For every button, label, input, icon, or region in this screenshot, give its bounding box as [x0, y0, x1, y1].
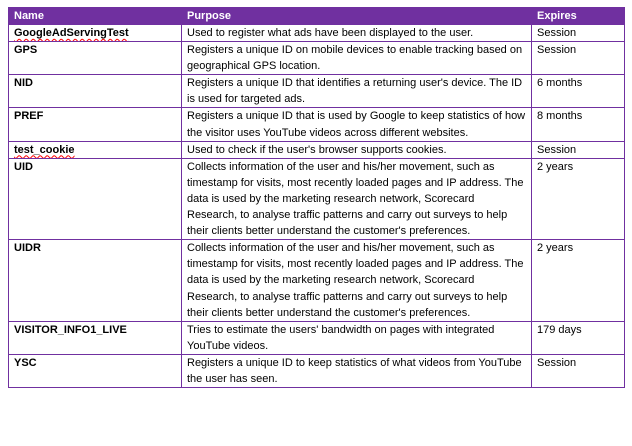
cookie-purpose: Collects information of the user and his/her movement, such as timestamp for visits, most recently loaded pages and IP address. The data is used by the marketing research network, Scorecard Research, to analyse traffic patterns and carry out surveys to help their clients better understand the customer's preferences.: [182, 240, 532, 321]
table-row: [9, 108, 625, 141]
table-row: [9, 321, 625, 354]
cookie-name-cell: [9, 25, 182, 42]
cookie-purpose: Used to check if the user's browser supports cookies.: [182, 141, 532, 158]
cookie-name: PREF: [14, 110, 44, 123]
header-expires: Expires: [532, 8, 625, 25]
cookie-purpose: Collects information of the user and his/her movement, such as timestamp for visits, most recently loaded pages and IP address. The data is used by the marketing research network, Scorecard Research, to analyse traffic patterns and carry out surveys to help their clients better understand the customer's preferences.: [182, 158, 532, 239]
cookie-table: [8, 7, 625, 388]
cookie-expires: Session: [532, 354, 625, 387]
cookie-purpose: Registers a unique ID to keep statistics of what videos from YouTube the user has seen.: [182, 354, 532, 387]
cookie-name-cell: [9, 354, 182, 387]
table-row: [9, 240, 625, 321]
cookie-purpose: Tries to estimate the users' bandwidth on pages with integrated YouTube videos.: [182, 321, 532, 354]
cookie-name: UID: [14, 160, 33, 173]
cookie-expires: 2 years: [532, 240, 625, 321]
table-row: [9, 158, 625, 239]
table-row: [9, 141, 625, 158]
cookie-name-cell: [9, 75, 182, 108]
cookie-name: UIDR: [14, 242, 41, 255]
table-body: [9, 25, 625, 388]
cookie-purpose: Registers a unique ID on mobile devices to enable tracking based on geographical GPS location.: [182, 42, 532, 75]
cookie-name: test_cookie: [14, 143, 75, 156]
cookie-expires: 179 days: [532, 321, 625, 354]
cookie-name: GoogleAdServingTest: [14, 27, 129, 39]
cookie-name-cell: [9, 108, 182, 141]
cookie-name-cell: [9, 42, 182, 75]
cookie-name-cell: [9, 321, 182, 354]
header-purpose: Purpose: [182, 8, 532, 25]
table-row: [9, 75, 625, 108]
cookie-name: GPS: [14, 44, 38, 57]
cookie-name-cell: [9, 141, 182, 158]
table-row: [9, 42, 625, 75]
cookie-purpose: Used to register what ads have been displayed to the user.: [182, 25, 532, 42]
cookie-expires: 6 months: [532, 75, 625, 108]
cookie-name: NID: [14, 77, 33, 90]
cookie-name-cell: [9, 158, 182, 239]
cookie-expires: Session: [532, 141, 625, 158]
table-header-row: [9, 8, 625, 25]
cookie-table-container: [8, 7, 624, 439]
cookie-purpose: Registers a unique ID that identifies a returning user's device. The ID is used for targeted ads.: [182, 75, 532, 108]
table-row: [9, 25, 625, 42]
cookie-expires: 2 years: [532, 158, 625, 239]
header-name: Name: [9, 8, 182, 25]
cookie-name: YSC: [14, 356, 37, 369]
table-row: [9, 354, 625, 387]
cookie-name: VISITOR_INFO1_LIVE: [14, 323, 127, 336]
cookie-purpose: Registers a unique ID that is used by Google to keep statistics of how the visitor uses YouTube videos across different websites.: [182, 108, 532, 141]
cookie-expires: Session: [532, 42, 625, 75]
cookie-name-cell: [9, 240, 182, 321]
cookie-expires: Session: [532, 25, 625, 42]
cookie-expires: 8 months: [532, 108, 625, 141]
